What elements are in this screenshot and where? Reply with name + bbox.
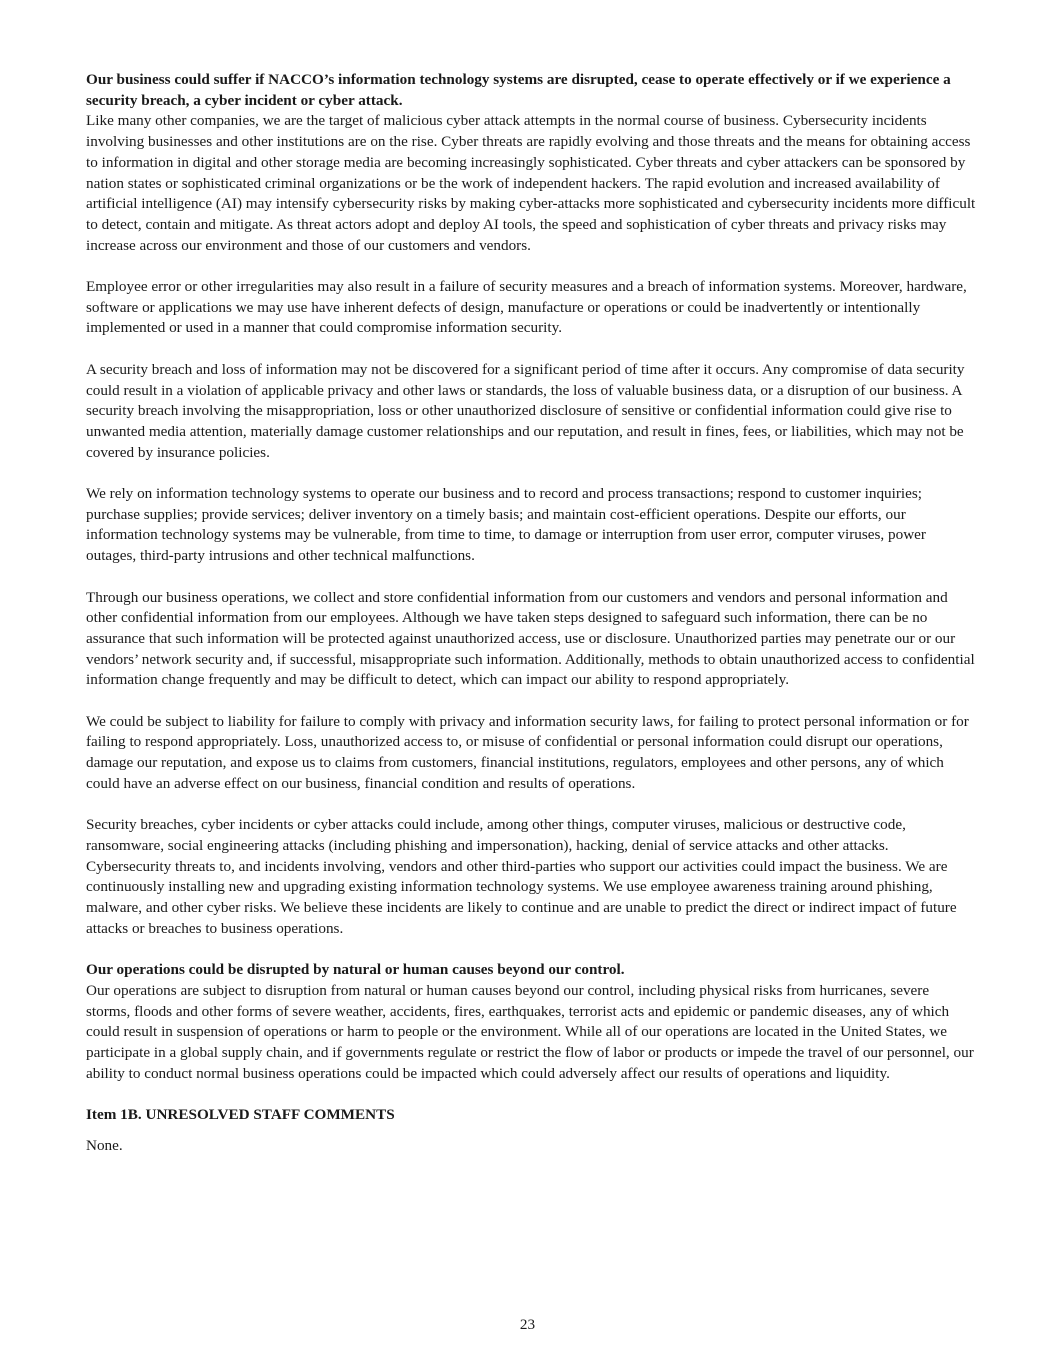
paragraph: We could be subject to liability for failure to comply with privacy and information security laws, for failing to protect personal information or for failing to respond appropriately. Loss, unauthorized access to, or misuse of confidential or personal information could disrupt our operations, damage our reputation, and expose us to claims from customers, financial institutions, regulators, employees and other persons, any of which could have an adverse effect on our business, financial condition and results of operations. — [86, 712, 969, 792]
document-page — [86, 70, 976, 1156]
item-1b-text: None. — [86, 1136, 123, 1154]
section-heading-cybersecurity: Our business could suffer if NACCO’s information technology systems are disrupted, cease to operate effectively or if we experience a security breach, a cyber incident or cyber attack. — [86, 71, 951, 109]
paragraph: Employee error or other irregularities may also result in a failure of security measures and a breach of information systems. Moreover, hardware, software or applications we may use have inherent defects of design, manufacture or operations or could be inadvertently or intentionally implemented or used in a manner that could compromise information security. — [86, 278, 967, 337]
paragraph: A security breach and loss of information may not be discovered for a significant period of time after it occurs. Any compromise of data security could result in a violation of applicable privacy and other laws or standards, the loss of valuable business data, or a disruption of our business. A security breach involving the misappropriation, loss or other unauthorized disclosure of sensitive or confidential information could give rise to unwanted media attention, materially damage customer relationships and our reputation, and result in fines, fees, or liabilities, which may not be covered by insurance policies. — [86, 360, 965, 461]
item-1b-heading: Item 1B. UNRESOLVED STAFF COMMENTS — [86, 1106, 395, 1124]
paragraph: We rely on information technology systems to operate our business and to record and process transactions; respond to customer inquiries; purchase supplies; provide services; deliver inventory on a timely basis; and maintain cost-efficient operations. Despite our efforts, our information technology systems may be vulnerable, from time to time, to damage or interruption from user error, computer viruses, power outages, third-party intrusions and other technical malfunctions. — [86, 485, 926, 565]
page-number: 23 — [519, 1316, 536, 1333]
paragraph: Our operations are subject to disruption from natural or human causes beyond our control, including physical risks from hurricanes, severe storms, floods and other forms of severe weather, accidents, fires, earthquakes, terrorist acts and epidemic or pandemic diseases, any of which could result in suspension of operations or harm to people or the environment. While all of our operations are located in the United States, we participate in a global supply chain, and if governments regulate or restrict the flow of labor or products or impede the travel of our personnel, our ability to conduct normal business operations could be impacted which could adversely affect our results of operations and liquidity. — [86, 981, 974, 1082]
paragraph: Like many other companies, we are the target of malicious cyber attack attempts in the normal course of business. Cybersecurity incidents involving businesses and other institutions are on the rise. Cyber threats are rapidly evolving and those threats and the means for obtaining access to information in digital and other storage media are becoming increasingly sophisticated. Cyber threats and cyber attackers can be sponsored by nation states or sophisticated criminal organizations or be the work of independent hackers. The rapid evolution and increased availability of artificial intelligence (AI) may intensify cybersecurity risks by making cyber-attacks more sophisticated and cybersecurity incidents more difficult to detect, contain and mitigate. As threat actors adopt and deploy AI tools, the speed and sophistication of cyber threats and privacy risks may increase across our environment and those of our customers and vendors. — [86, 112, 976, 254]
section-heading-disruption: Our operations could be disrupted by natural or human causes beyond our control. — [86, 961, 625, 979]
paragraph: Security breaches, cyber incidents or cyber attacks could include, among other things, computer viruses, malicious or destructive code, ransomware, social engineering attacks (including phishing and impersonation), hacking, denial of service attacks and other attacks. Cybersecurity threats to, and incidents involving, vendors and other third-parties who support our activities could impact the business. We are continuously installing new and upgrading existing information technology systems. We use employee awareness training around phishing, malware, and other cyber risks. We believe these incidents are likely to continue and are unable to predict the direct or indirect impact of future attacks or breaches to business operations. — [86, 816, 957, 937]
paragraph: Through our business operations, we collect and store confidential information from our customers and vendors and personal information and other confidential information from our employees. Although we have taken steps designed to safeguard such information, there can be no assurance that such information will be protected against unauthorized access, use or disclosure. Unauthorized parties may penetrate our or our vendors’ network security and, if successful, misappropriate such information. Additionally, methods to obtain unauthorized access to confidential information change frequently and may be difficult to detect, which can impact our ability to respond appropriately. — [86, 588, 975, 689]
